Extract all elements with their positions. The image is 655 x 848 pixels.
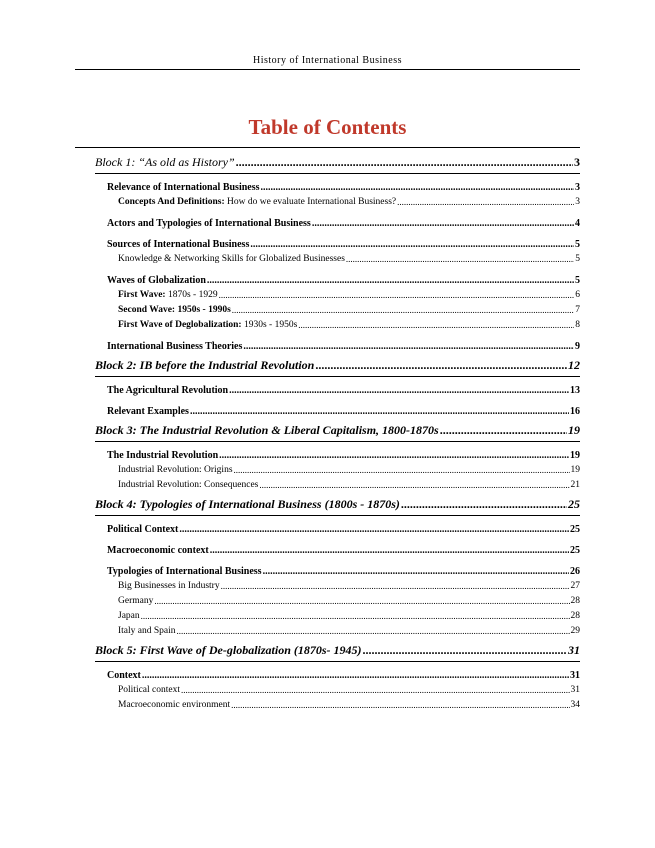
toc-subsection-entry[interactable] (95, 288, 580, 303)
page-number: 5 (575, 254, 580, 264)
dot-leader (363, 639, 567, 661)
entry-label: Concepts And Definitions: How do we evaluate International Business? (118, 197, 397, 207)
entry-label: Block 3: The Industrial Revolution & Liberal Capitalism, 1800-1870s (95, 423, 439, 437)
toc-section-entry[interactable] (95, 383, 580, 398)
toc-section-entry[interactable] (95, 448, 580, 463)
page-number: 4 (575, 218, 580, 229)
dot-leader (210, 543, 569, 558)
dot-leader (401, 493, 567, 515)
page-number: 27 (570, 581, 580, 591)
page-number: 3 (575, 197, 580, 207)
page-number: 29 (570, 626, 580, 636)
page-number: 25 (568, 497, 580, 511)
page-number: 21 (570, 480, 580, 490)
toc-block-entry[interactable] (95, 493, 580, 516)
page-number: 34 (570, 700, 580, 710)
toc-section-entry[interactable] (95, 216, 580, 231)
entry-label: Macroeconomic environment (118, 700, 231, 710)
entry-label: Typologies of International Business (107, 566, 262, 577)
page-number: 13 (570, 385, 580, 396)
dot-leader (234, 463, 570, 478)
entry-label: Block 4: Typologies of International Business (1800s - 1870s) (95, 497, 400, 511)
page-number: 19 (570, 465, 580, 475)
page-number: 5 (575, 275, 580, 286)
dot-leader (207, 273, 574, 288)
entry-label: Japan (118, 611, 140, 621)
dot-leader (221, 579, 570, 594)
entry-label: Block 2: IB before the Industrial Revolution (95, 358, 315, 372)
toc-block-entry[interactable] (95, 151, 580, 174)
toc-section-entry[interactable] (95, 564, 580, 579)
entry-label: Relevant Examples (107, 406, 189, 417)
entry-label: Knowledge & Networking Skills for Globalized Businesses (118, 254, 345, 264)
toc-section-entry[interactable] (95, 543, 580, 558)
dot-leader (397, 195, 574, 210)
dot-leader (219, 448, 569, 463)
page-number: 25 (570, 524, 580, 535)
title-rule (75, 147, 580, 148)
toc-subsection-entry[interactable] (95, 683, 580, 698)
toc-subsection-entry[interactable] (95, 463, 580, 478)
dot-leader (312, 216, 574, 231)
toc-block-entry[interactable] (95, 419, 580, 442)
dot-leader (232, 303, 574, 318)
page-number: 5 (575, 239, 580, 250)
toc-section-entry[interactable] (95, 273, 580, 288)
toc-section-entry[interactable] (95, 237, 580, 252)
dot-leader (142, 668, 569, 683)
entry-label: Relevance of International Business (107, 182, 260, 193)
toc-subsection-entry[interactable] (95, 698, 580, 713)
dot-leader (261, 180, 575, 195)
entry-label: Macroeconomic context (107, 545, 209, 556)
entry-label: First Wave: 1870s - 1929 (118, 290, 218, 300)
toc-subsection-entry[interactable] (95, 252, 580, 267)
page-title: Table of Contents (248, 115, 407, 139)
page-number: 28 (570, 596, 580, 606)
page-number: 26 (570, 566, 580, 577)
dot-leader (181, 683, 569, 698)
dot-leader (141, 609, 570, 624)
page-number: 31 (570, 685, 580, 695)
entry-label: Germany (118, 596, 154, 606)
entry-label: Actors and Typologies of International Business (107, 218, 311, 229)
page-number: 31 (568, 643, 580, 657)
toc-section-entry[interactable] (95, 339, 580, 354)
entry-label: Second Wave: 1950s - 1990s (118, 305, 231, 315)
dot-leader (236, 151, 573, 173)
page-number: 19 (568, 423, 580, 437)
dot-leader (263, 564, 569, 579)
toc-block-entry[interactable] (95, 639, 580, 662)
dot-leader (298, 318, 574, 333)
page-number: 12 (568, 358, 580, 372)
entry-label: Italy and Spain (118, 626, 176, 636)
entry-label: Sources of International Business (107, 239, 250, 250)
dot-leader (259, 478, 569, 493)
entry-label: Political Context (107, 524, 179, 535)
dot-leader (219, 288, 575, 303)
running-header: History of International Business (253, 55, 402, 66)
dot-leader (243, 339, 574, 354)
toc-subsection-entry[interactable] (95, 579, 580, 594)
toc-section-entry[interactable] (95, 668, 580, 683)
toc-subsection-entry[interactable] (95, 609, 580, 624)
entry-label: The Agricultural Revolution (107, 385, 229, 396)
dot-leader (177, 624, 570, 639)
entry-label: Block 5: First Wave of De-globalization (1870s- 1945) (95, 643, 362, 657)
dot-leader (179, 522, 569, 537)
entry-label: Waves of Globalization (107, 275, 206, 286)
dot-leader (231, 698, 569, 713)
page-number: 28 (570, 611, 580, 621)
toc-subsection-entry[interactable] (95, 318, 580, 333)
toc-block-entry[interactable] (95, 354, 580, 377)
toc-subsection-entry[interactable] (95, 478, 580, 493)
entry-label: First Wave of Deglobalization: 1930s - 1950s (118, 320, 298, 330)
entry-label: Block 1: “As old as History” (95, 155, 235, 169)
dot-leader (229, 383, 569, 398)
entry-label: Industrial Revolution: Origins (118, 465, 233, 475)
dot-leader (346, 252, 574, 267)
page-number: 3 (574, 155, 580, 169)
dot-leader (440, 419, 567, 441)
dot-leader (315, 354, 567, 376)
page-number: 16 (570, 406, 580, 417)
entry-label: International Business Theories (107, 341, 243, 352)
dot-leader (190, 404, 569, 419)
toc-subsection-entry[interactable] (95, 624, 580, 639)
toc-section-entry[interactable] (95, 180, 580, 195)
page-number: 19 (570, 450, 580, 461)
page-number: 9 (575, 341, 580, 352)
entry-label: Big Businesses in Industry (118, 581, 220, 591)
page-number: 8 (575, 320, 580, 330)
table-of-contents (95, 151, 580, 713)
toc-section-entry[interactable] (95, 404, 580, 419)
page-number: 7 (575, 305, 580, 315)
entry-label: The Industrial Revolution (107, 450, 219, 461)
toc-section-entry[interactable] (95, 522, 580, 537)
page-number: 25 (570, 545, 580, 556)
dot-leader (250, 237, 574, 252)
header-rule (75, 69, 580, 70)
page-number: 3 (575, 182, 580, 193)
toc-subsection-entry[interactable] (95, 594, 580, 609)
entry-label: Political context (118, 685, 181, 695)
entry-label: Context (107, 670, 141, 681)
page-number: 6 (575, 290, 580, 300)
toc-subsection-entry[interactable] (95, 195, 580, 210)
page-number: 31 (570, 670, 580, 681)
toc-subsection-entry[interactable] (95, 303, 580, 318)
entry-label: Industrial Revolution: Consequences (118, 480, 259, 490)
dot-leader (154, 594, 569, 609)
